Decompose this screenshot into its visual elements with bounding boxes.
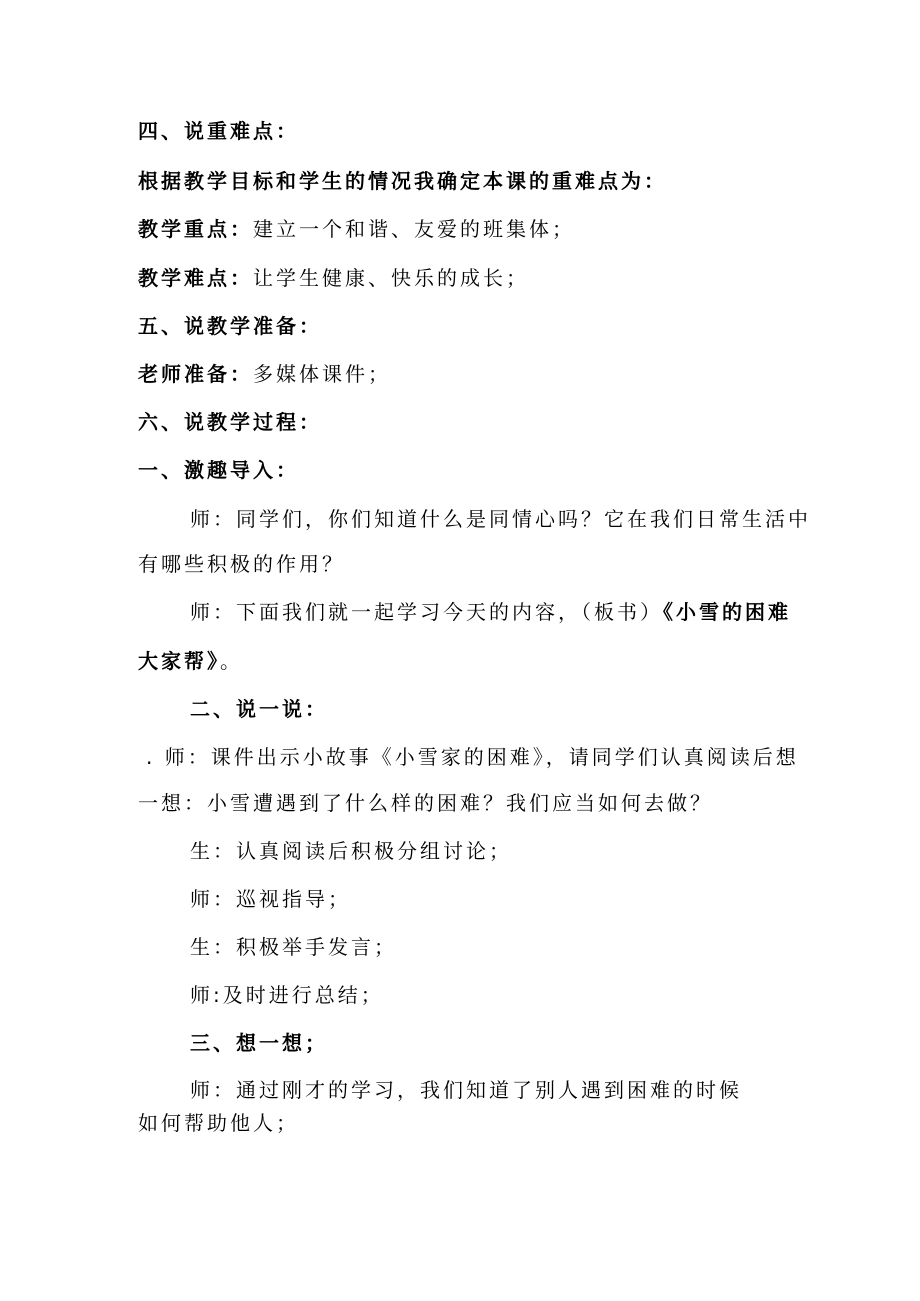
part-3-teacher-line-1a: 师：通过刚才的学习，我们知道了别人遇到困难的时候: [190, 1078, 742, 1102]
teacher-preparation-label: 老师准备：: [138, 362, 253, 386]
section-4-heading: 四、说重难点：: [138, 119, 299, 143]
teacher-preparation-text: 多媒体课件；: [253, 362, 391, 386]
section-4-intro: 根据教学目标和学生的情况我确定本课的重难点为：: [138, 169, 667, 193]
part-2-teacher-line-2: 师：巡视指导；: [190, 887, 351, 911]
section-5-heading: 五、说教学准备：: [138, 314, 322, 338]
teaching-key-point-text: 建立一个和谐、友爱的班集体；: [253, 217, 575, 241]
teacher-preparation: [138, 361, 391, 387]
teaching-key-point-label: 教学重点：: [138, 217, 253, 241]
teaching-key-point: [138, 216, 575, 242]
part-2-heading: 二、说一说：: [190, 697, 328, 721]
part-1-teacher-line-1b: 有哪些积极的作用？: [138, 552, 345, 576]
part-1-heading: 一、激趣导入：: [138, 458, 299, 482]
part-3-heading: 三、想一想；: [190, 1031, 328, 1055]
part-2-student-line-2: 生：积极举手发言；: [190, 935, 397, 959]
part-1-teacher-line-2b-end: 。: [220, 649, 243, 673]
section-6-heading: 六、说教学过程：: [138, 410, 322, 434]
part-1-teacher-line-2b: [138, 648, 243, 674]
lesson-title-part-1: 《小雪的困难: [663, 600, 791, 624]
part-3-teacher-line-1b: 如何帮助他人；: [138, 1111, 299, 1135]
teaching-difficulty-label: 教学难点：: [138, 266, 253, 290]
part-1-teacher-line-2a-text: 师：下面我们就一起学习今天的内容，（板书）: [190, 600, 663, 624]
teaching-difficulty-text: 让学生健康、快乐的成长；: [253, 266, 529, 290]
teaching-difficulty: [138, 265, 529, 291]
part-2-teacher-line-3: 师:及时进行总结；: [190, 983, 384, 1007]
part-2-teacher-line-1b: 一想：小雪遭遇到了什么样的困难？我们应当如何去做？: [138, 791, 713, 815]
part-1-teacher-line-2a: [190, 599, 791, 625]
part-2-student-line-1: 生：认真阅读后积极分组讨论；: [190, 839, 512, 863]
part-2-teacher-line-1a: . 师：课件出示小故事《小雪家的困难》，请同学们认真阅读后想: [146, 745, 799, 769]
lesson-title-part-2: 大家帮》: [138, 649, 220, 673]
part-1-teacher-line-1a: 师：同学们，你们知道什么是同情心吗？它在我们日常生活中: [190, 507, 811, 531]
